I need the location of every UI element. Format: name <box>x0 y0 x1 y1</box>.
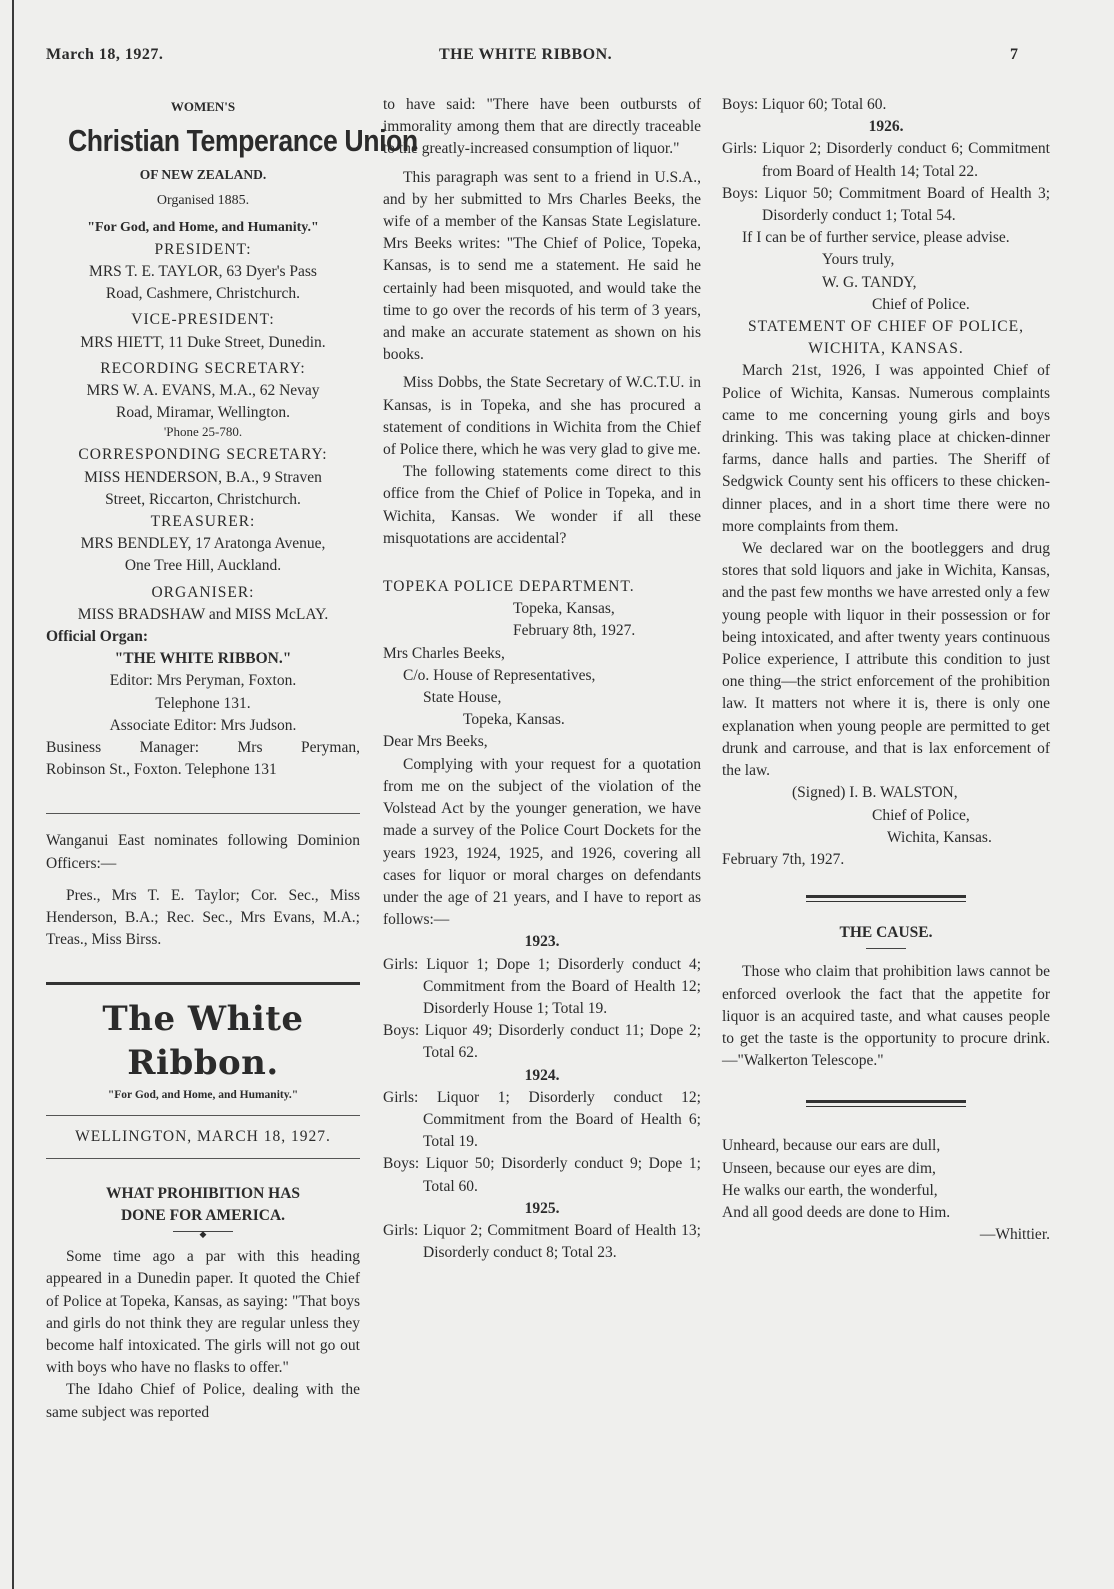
letter-address: C/o. House of Representatives, <box>403 666 596 684</box>
article-paragraph: The following statements come direct to this office from the Chief of Police in Topeka, and in Wichita, Kansas. We wonder if all these misquotations are accidental? <box>383 463 701 547</box>
ornament-divider: ◆ <box>173 1231 233 1236</box>
officer-role: CORRESPONDING SECRETARY: <box>78 446 328 464</box>
organ-name: "THE WHITE RIBBON." <box>114 650 292 668</box>
officer-line: MRS BENDLEY, 17 Aratonga Avenue, <box>80 535 326 553</box>
statement-paragraph: We declared war on the bootleggers and drug stores that sold liquors and jake in Wichita, Kansas, and the past few months we have arrested only a few young people with liquor in their possession or for being intoxicated, and after twenty years continuous Police experience, I attribute this condition to just one thing—the strict enforcement of the prohibition law. It matters not where it is, there is only one explanation when young people are permitted to get drunk and carrouse, and that is lax enforcement of the law. <box>722 540 1050 780</box>
page-edge-line <box>12 0 14 1589</box>
officer-organiser <box>46 582 360 626</box>
motto: "For God, and Home, and Humanity." <box>87 219 319 235</box>
poem-line: He walks our earth, the wonderful, <box>722 1181 938 1199</box>
header-title: THE WHITE RIBBON. <box>439 46 613 63</box>
officer-role: PRESIDENT: <box>154 240 252 258</box>
header-date: March 18, 1927. <box>46 46 164 63</box>
business-address-line: Robinson St., Foxton. Telephone 131 <box>46 761 277 779</box>
officer-role: VICE-PRESIDENT: <box>131 311 275 329</box>
stats-line: Boys: Liquor 60; Total 60. <box>722 96 887 113</box>
poem-author: —Whittier. <box>979 1226 1050 1244</box>
white-ribbon-masthead: The White Ribbon. <box>102 998 304 1083</box>
article-paragraph: Miss Dobbs, the State Secretary of W.C.T.U. in Kansas, is in Topeka, and she has procured a statement of conditions in Wichita from the Chief of Police there, which he was very glad to give me. <box>383 374 701 459</box>
letter-address: State House, <box>423 689 502 707</box>
letter-date: February 8th, 1927. <box>513 622 636 640</box>
statement-paragraph: March 21st, 1926, I was appointed Chief of Police of Wichita, Kansas. Numerous complaints came to me concerning young girls and boys drinking. This was taking place at chicken-dinner farms, dance halls and parties. The Sheriff of Sedgwick County sent his officers to these chicken-dinner places, and in a short time there were no more complaints from them. <box>722 362 1050 535</box>
header-page-number: 7 <box>1010 46 1019 63</box>
officer-role: ORGANISER: <box>151 583 255 601</box>
article-paragraph: The Idaho Chief of Police, dealing with the same subject was reported <box>46 1381 360 1421</box>
letter-yours: Yours truly, <box>822 251 895 269</box>
poem-line: And all good deeds are done to Him. <box>722 1203 951 1221</box>
wichita-statement-heading: STATEMENT OF CHIEF OF POLICE, WICHITA, KANSAS. <box>748 318 1024 358</box>
article-paragraph: This paragraph was sent to a friend in U.S.A., and by her submitted to Mrs Charles Beeks, the wife of a member of the Kansas State Legislature. Mrs Beeks writes: "The Chief of Police, Topeka, Kansas, is to send me a statement. He said he certainly had been misquoted, and would take the time to go over the records of his term of 3 years, and make an accurate statement as shown on his books. <box>383 168 701 364</box>
org-name: Christian Temperance Union <box>67 123 418 159</box>
thick-divider <box>46 982 360 985</box>
signed-line: (Signed) I. B. WALSTON, <box>792 784 958 802</box>
associate-editor-line: Associate Editor: Mrs Judson. <box>109 716 297 734</box>
officer-vice-president <box>46 309 360 353</box>
letter-place: Topeka, Kansas, <box>513 600 615 618</box>
letter-signer-title: Chief of Police. <box>872 295 970 313</box>
womens-label: WOMEN'S <box>170 99 236 114</box>
business-manager-line: Business Manager: Mrs Peryman, <box>46 739 360 757</box>
letter-closing: If I can be of further service, please advise. <box>742 229 1010 247</box>
year-heading: 1924. <box>524 1066 560 1084</box>
officer-line: One Tree Hill, Auckland. <box>124 557 282 575</box>
cause-text: Those who claim that prohibition laws cannot be enforced overlook the fact that the appetite for liquor is an acquired taste, and what causes people to get the taste is the opportunity to procure drink.—"Walkerton Telescope." <box>722 963 1050 1070</box>
officer-role: RECORDING SECRETARY: <box>100 359 306 377</box>
double-rule-divider <box>806 1100 966 1107</box>
editor-line: Editor: Mrs Peryman, Foxton. <box>109 672 297 690</box>
stats-line: Girls: Liquor 2; Disorderly conduct 6; Commitment from Board of Health 14; Total 22. <box>722 140 1050 180</box>
officer-president <box>46 239 360 306</box>
stats-line: Girls: Liquor 1; Dope 1; Disorderly conduct 4; Commitment from the Board of Health 12; Disorderly House 1; Total 19. <box>383 955 701 1017</box>
article-paragraph: Some time ago a par with this heading appeared in a Dunedin paper. It quoted the Chief of Police at Topeka, Kansas, as saying: "That boys and girls do not think they are regular unless they become half intoxicated. The girls will not go out with boys who have no flasks to offer." <box>46 1248 360 1377</box>
double-rule-divider <box>806 895 966 902</box>
letter-signer: W. G. TANDY, <box>822 273 917 291</box>
telephone-line: Telephone 131. <box>155 694 251 712</box>
stats-line: Girls: Liquor 1; Disorderly conduct 12; Commitment from the Board of Health 6; Total 19. <box>383 1088 701 1151</box>
divider <box>46 1115 360 1116</box>
dateline: WELLINGTON, MARCH 18, 1927. <box>75 1127 331 1145</box>
article-paragraph: to have said: "There have been outbursts of immorality among them that are directly traceable to the greatly-increased consumption of liquor." <box>383 96 701 158</box>
officer-line: Road, Cashmere, Christchurch. <box>105 285 301 303</box>
cause-title: THE CAUSE. <box>839 924 933 942</box>
stats-line: Boys: Liquor 50; Disorderly conduct 9; Dope 1; Total 60. <box>383 1155 701 1195</box>
officer-line: MISS HENDERSON, B.A., 9 Straven <box>84 468 322 486</box>
officer-treasurer <box>46 511 360 578</box>
year-heading: 1925. <box>524 1199 560 1217</box>
divider <box>46 1158 360 1159</box>
officer-line: 'Phone 25-780. <box>163 424 243 440</box>
organised: Organised 1885. <box>156 193 250 209</box>
letter-address: Topeka, Kansas. <box>463 711 565 729</box>
stats-line: Boys: Liquor 49; Disorderly conduct 11; Dope 2; Total 62. <box>383 1022 701 1062</box>
column-2 <box>383 94 701 1264</box>
stats-line: Girls: Liquor 2; Commitment Board of Health 13; Disorderly conduct 8; Total 23. <box>383 1221 701 1262</box>
signed-date: February 7th, 1927. <box>722 850 845 868</box>
column-1 <box>46 94 418 1424</box>
officer-line: MRS T. E. TAYLOR, 63 Dyer's Pass <box>89 263 317 281</box>
wanganui-intro: Wanganui East nominates following Dominion Officers:— <box>46 832 360 872</box>
signed-place: Wichita, Kansas. <box>887 828 992 846</box>
of-nz: OF NEW ZEALAND. <box>139 167 267 183</box>
short-rule <box>866 948 906 949</box>
officer-line: MISS BRADSHAW and MISS McLAY. <box>77 605 329 623</box>
officer-line: Road, Miramar, Wellington. <box>116 404 290 422</box>
article-title: WHAT PROHIBITION HAS DONE FOR AMERICA. <box>105 1184 301 1224</box>
signed-title: Chief of Police, <box>872 806 970 824</box>
officer-corresponding-secretary <box>46 444 360 511</box>
official-organ-label: Official Organ: <box>46 628 149 646</box>
officer-line: MRS HIETT, 11 Duke Street, Dunedin. <box>80 333 326 351</box>
officer-line: MRS W. A. EVANS, M.A., 62 Nevay <box>86 382 320 400</box>
poem-line: Unseen, because our eyes are dim, <box>722 1159 936 1177</box>
officer-line: Street, Riccarton, Christchurch. <box>105 490 301 508</box>
divider <box>46 813 360 814</box>
letter-salutation: Dear Mrs Beeks, <box>383 733 488 751</box>
officer-role: TREASURER: <box>150 513 256 531</box>
year-heading: 1926. <box>868 118 904 136</box>
topeka-dept-heading: TOPEKA POLICE DEPARTMENT. <box>383 578 635 596</box>
column-3 <box>722 94 1050 1246</box>
officer-recording-secretary <box>46 358 360 441</box>
wanganui-list: Pres., Mrs T. E. Taylor; Cor. Sec., Miss Henderson, B.A.; Rec. Sec., Mrs Evans, M.A.; Treas., Miss Birss. <box>46 886 360 949</box>
letter-body: Complying with your request for a quotation from me on the subject of the violation of the Volstead Act by the younger generation, we have made a survey of the Police Court Dockets for the years 1923, 1924, 1925, and 1926, covering all cases for liquor or moral charges on defendants under the age of 21 years, and I have to report as follows:— <box>383 755 701 929</box>
stats-line: Boys: Liquor 50; Commitment Board of Health 3; Disorderly conduct 1; Total 54. <box>722 184 1050 225</box>
masthead-motto: "For God, and Home, and Humanity." <box>107 1088 299 1101</box>
poem-line: Unheard, because our ears are dull, <box>722 1137 941 1155</box>
letter-address: Mrs Charles Beeks, <box>383 644 505 662</box>
year-heading: 1923. <box>524 933 560 951</box>
